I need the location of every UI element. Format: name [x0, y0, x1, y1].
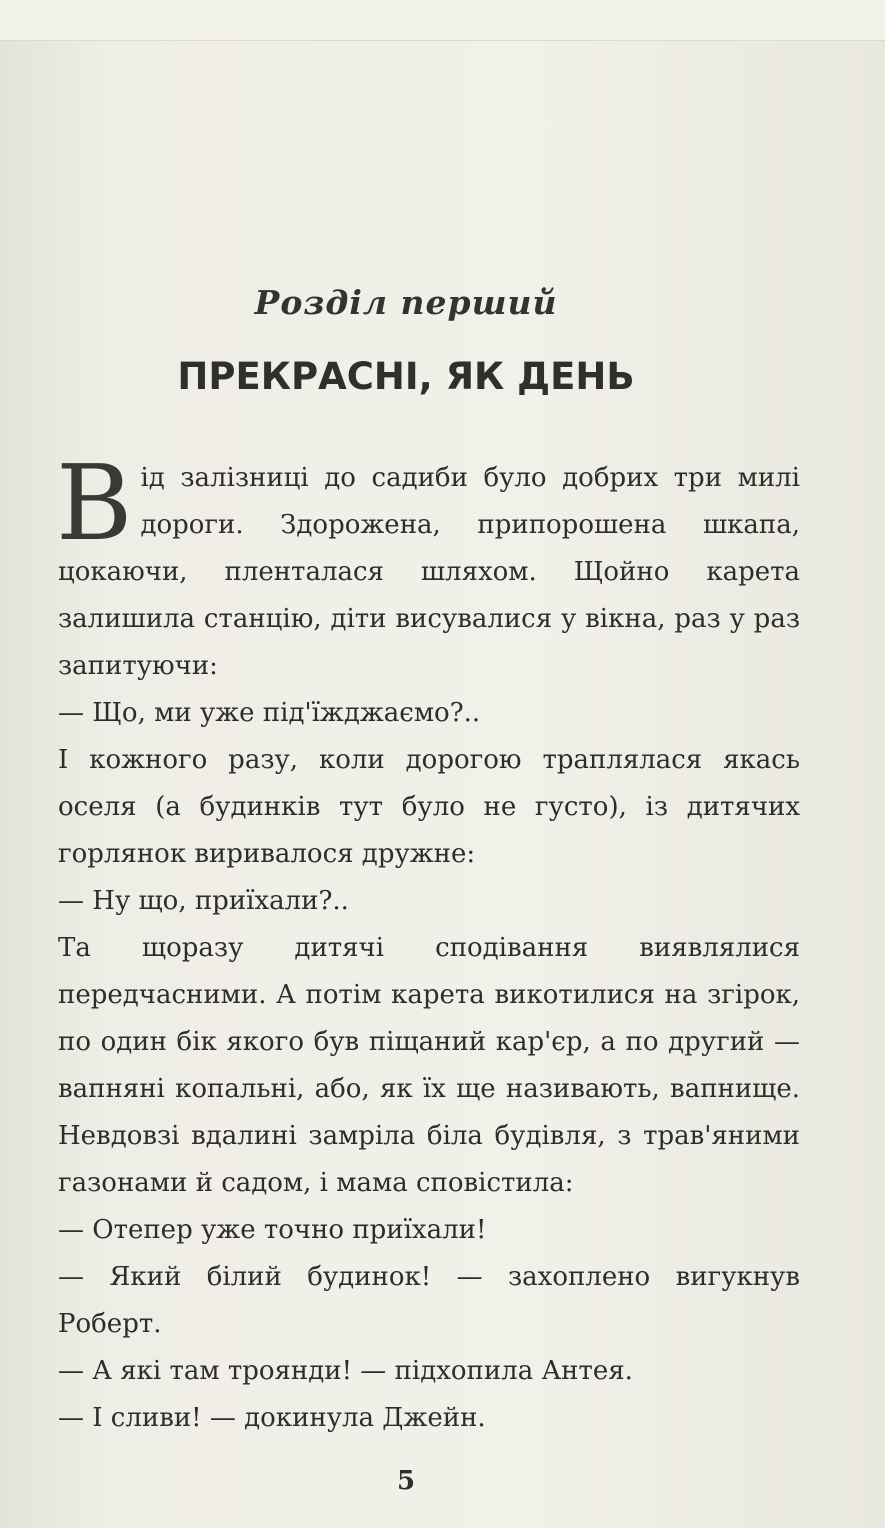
paragraph — [56, 442, 800, 690]
paragraph: — Ну що, приїхали?.. — [58, 886, 349, 916]
paragraph: — А які там троянди! — підхопила Антея. — [58, 1356, 633, 1386]
drop-cap: В — [56, 442, 133, 564]
chapter-label: Розділ перший — [254, 283, 558, 322]
paragraph-text: ід залізниці до садиби було добрих три милі дороги. Здорожена, припорошена шкапа, цокаючи, плентaлася шляхом. Щойно карета залишила станцію, діти висувалися у вікна, раз у раз запитуючи: — [58, 463, 800, 681]
chapter-title: ПРЕКРАСНІ, ЯК ДЕНЬ — [177, 355, 635, 398]
paragraph: — Який білий будинок! — захоплено вигукнув Роберт. — [58, 1262, 800, 1339]
paragraph: І кожного разу, коли дорогою траплялася якась оселя (а будинків тут було не густо), із дитячих горлянок виривалося дружне: — [58, 745, 800, 869]
page-top-edge — [0, 0, 885, 41]
paragraph: Та щоразу дитячі сподівання виявлялися передчасними. А потім карета викотилися на згірок, по один бік якого був піщаний кар'єр, а по другий — вапняні копальні, або, як їх ще називають, вапнище. Невдовзі вдалині замріла біла будівля, з трав'яними газонами й садом, і мама сповістила: — [58, 933, 800, 1198]
body-text — [56, 442, 800, 1442]
paragraph: — Що, ми уже під'їжджаємо?.. — [58, 698, 481, 728]
page-number: 5 — [396, 1466, 416, 1496]
paragraph: — І сливи! — докинула Джейн. — [58, 1403, 486, 1433]
paragraph: — Отепер уже точно приїхали! — [58, 1215, 487, 1245]
